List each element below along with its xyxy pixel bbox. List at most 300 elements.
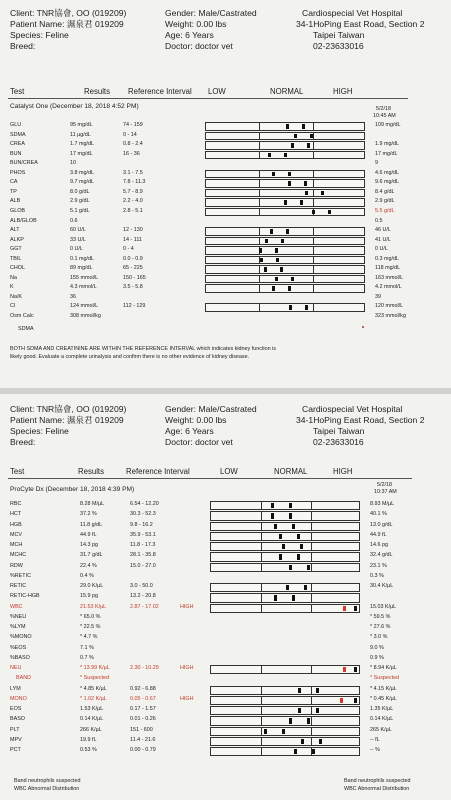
range-divider bbox=[313, 180, 314, 187]
previous-result: 9.6 mg/dL bbox=[375, 179, 399, 186]
range-divider bbox=[311, 502, 312, 509]
reference-interval: 14 - 111 bbox=[123, 236, 142, 243]
range-divider bbox=[259, 152, 260, 159]
test-result: 9.7 mg/dL bbox=[70, 179, 94, 186]
test-name: PCT bbox=[10, 747, 21, 753]
previous-result: 0 U/L bbox=[375, 246, 388, 253]
previous-result: 0.5 bbox=[375, 217, 383, 224]
test-name: BAND bbox=[16, 675, 31, 682]
test-result: 11 µg/dL bbox=[70, 131, 91, 138]
result-marker bbox=[275, 277, 278, 282]
test-name: MCH bbox=[10, 542, 23, 548]
previous-result: 9 bbox=[375, 160, 378, 167]
reference-interval: 3.1 - 7.5 bbox=[123, 169, 143, 176]
test-name: BASO bbox=[10, 716, 25, 723]
previous-marker bbox=[307, 143, 310, 148]
column-header-normal: NORMAL bbox=[270, 87, 304, 96]
previous-marker bbox=[288, 286, 291, 291]
result-marker bbox=[271, 503, 274, 508]
result-marker bbox=[282, 544, 285, 549]
test-name: EOS bbox=[10, 706, 22, 712]
range-divider bbox=[261, 666, 262, 673]
result-marker bbox=[264, 729, 267, 734]
previous-marker bbox=[284, 153, 287, 158]
sdma-label: SDMA bbox=[18, 326, 34, 332]
previous-result: 41 U/L bbox=[375, 236, 391, 243]
test-result: 8.0 g/dL bbox=[70, 188, 90, 195]
range-divider bbox=[311, 533, 312, 540]
column-header-reference: Reference Interval bbox=[126, 467, 190, 476]
range-divider bbox=[259, 199, 260, 206]
range-divider bbox=[261, 687, 262, 694]
range-divider bbox=[261, 584, 262, 591]
previous-result: 13.0 g/dL bbox=[370, 521, 393, 528]
previous-result: -- fL bbox=[370, 736, 380, 743]
reference-interval: 2.87 - 17.02 bbox=[130, 603, 159, 610]
range-divider bbox=[259, 209, 260, 216]
test-name: ALB bbox=[10, 198, 21, 205]
range-divider bbox=[311, 553, 312, 560]
range-bar bbox=[205, 265, 365, 274]
range-divider bbox=[259, 304, 260, 311]
column-header-test: Test bbox=[10, 467, 25, 476]
range-divider bbox=[313, 276, 314, 283]
previous-marker bbox=[300, 544, 303, 549]
previous-result: 2.9 g/dL bbox=[375, 198, 395, 205]
test-result: 21.53 K/µL bbox=[80, 603, 107, 610]
result-marker bbox=[274, 524, 277, 529]
range-bar bbox=[210, 716, 360, 725]
reference-interval: 11.8 - 17.3 bbox=[130, 542, 156, 548]
previous-marker bbox=[292, 595, 295, 600]
previous-result: 0.14 K/µL bbox=[370, 716, 394, 723]
range-divider bbox=[311, 543, 312, 550]
test-result: 2.9 g/dL bbox=[70, 198, 90, 205]
column-header-high: HIGH bbox=[333, 467, 353, 476]
reference-interval: 9.8 - 16.2 bbox=[130, 521, 153, 528]
previous-marker bbox=[354, 667, 357, 672]
range-divider bbox=[311, 738, 312, 745]
test-result: 4.3 mmol/L bbox=[70, 284, 97, 291]
result-marker bbox=[270, 229, 273, 234]
species-label: Species: Feline bbox=[10, 30, 69, 40]
hematology-report-sheet bbox=[0, 394, 451, 800]
client-label: Client: TNR協會, OO (019209) bbox=[10, 8, 127, 18]
test-result: 14.3 pg bbox=[80, 542, 98, 548]
reference-interval: 12 - 130 bbox=[123, 227, 143, 234]
reference-interval: 7.8 - 11.3 bbox=[123, 179, 146, 186]
previous-marker bbox=[300, 200, 303, 205]
previous-result: 118 mg/dL bbox=[375, 265, 401, 272]
range-bar bbox=[210, 542, 360, 551]
previous-result: * 3.0 % bbox=[370, 634, 388, 641]
range-bar bbox=[205, 132, 365, 141]
range-divider bbox=[261, 594, 262, 601]
previous-marker bbox=[307, 565, 310, 570]
result-marker bbox=[265, 239, 268, 244]
result-marker bbox=[279, 534, 282, 539]
range-divider bbox=[259, 266, 260, 273]
species-label: Species: Feline bbox=[10, 426, 69, 436]
test-name: GGT bbox=[10, 246, 22, 253]
test-name: BUN/CREA bbox=[10, 160, 38, 167]
previous-marker bbox=[276, 258, 279, 263]
reference-interval: 0.0 - 0.9 bbox=[123, 255, 143, 262]
test-name: HCT bbox=[10, 511, 22, 518]
range-divider bbox=[259, 238, 260, 245]
test-name: BUN bbox=[10, 150, 22, 157]
range-divider bbox=[261, 707, 262, 714]
test-name: GLOB bbox=[10, 207, 25, 214]
hospital-city: Taipei Taiwan bbox=[313, 426, 365, 436]
hospital-name: Cardiospecial Vet Hospital bbox=[302, 404, 403, 414]
previous-result: 120 mmol/L bbox=[375, 303, 404, 310]
gender-label: Gender: Male/Castrated bbox=[165, 404, 257, 414]
range-bar bbox=[210, 552, 360, 561]
breed-label: Breed: bbox=[10, 41, 36, 51]
test-name: Na bbox=[10, 274, 17, 281]
test-result: 8.28 M/µL bbox=[80, 501, 105, 507]
test-result: 266 K/µL bbox=[80, 726, 102, 733]
report-time: 10:45 AM bbox=[373, 113, 396, 119]
test-result: 0.6 bbox=[70, 217, 78, 224]
previous-result: 265 K/µL bbox=[370, 726, 392, 733]
reference-interval: 16 - 36 bbox=[123, 150, 140, 157]
range-divider bbox=[261, 738, 262, 745]
range-divider bbox=[261, 523, 262, 530]
previous-result: 40.1 % bbox=[370, 511, 387, 518]
previous-marker bbox=[289, 513, 292, 518]
result-marker bbox=[298, 708, 301, 713]
result-marker bbox=[259, 248, 262, 253]
report-date: 5/2/18 bbox=[376, 106, 391, 112]
reference-interval: 3.0 - 50.0 bbox=[130, 583, 153, 589]
reference-interval: 0.92 - 6.88 bbox=[130, 685, 156, 692]
report-date: 5/2/18 bbox=[377, 482, 392, 488]
test-result: 33 U/L bbox=[70, 236, 86, 243]
test-result: 1.53 K/µL bbox=[80, 706, 104, 712]
previous-result: 8.4 g/dL bbox=[375, 188, 395, 195]
previous-result: 1.35 K/µL bbox=[370, 706, 394, 712]
test-result: 1.7 mg/dL bbox=[70, 141, 94, 148]
range-bar bbox=[205, 237, 365, 246]
hospital-city: Taipei Taiwan bbox=[313, 30, 365, 40]
test-result: 36 bbox=[70, 293, 76, 300]
previous-marker bbox=[297, 554, 300, 559]
test-name: %NEU bbox=[10, 613, 27, 620]
chemistry-report-sheet bbox=[0, 0, 451, 388]
test-name: Osm Calc bbox=[10, 313, 34, 319]
range-divider bbox=[311, 605, 312, 612]
range-divider bbox=[313, 190, 314, 197]
footer-note-right-1: Band neutrophils suspected bbox=[344, 778, 411, 784]
range-divider bbox=[261, 533, 262, 540]
range-bar bbox=[205, 122, 365, 131]
interpretation-note-line1: BOTH SDMA AND CREATININE ARE WITHIN THE REFERENCE INTERVAL which indicates kidney function is bbox=[10, 346, 277, 352]
result-marker bbox=[272, 286, 275, 291]
reference-interval: 0.17 - 1.57 bbox=[130, 706, 156, 712]
interpretation-note-line2: likely good. Evaluate a complete urinalysis and confirm there is no other evidence of kidney disease. bbox=[10, 354, 250, 360]
test-name: CA bbox=[10, 179, 18, 186]
result-marker bbox=[260, 258, 263, 263]
previous-marker bbox=[321, 191, 324, 196]
range-divider bbox=[313, 171, 314, 178]
previous-result: 0.9 % bbox=[370, 654, 384, 661]
range-bar bbox=[210, 563, 360, 572]
test-name: PLT bbox=[10, 726, 20, 733]
test-result: 0.4 % bbox=[80, 572, 94, 579]
column-header-low: LOW bbox=[208, 87, 226, 96]
column-header-normal: NORMAL bbox=[274, 467, 308, 476]
previous-result: 8.93 M/µL bbox=[370, 501, 395, 507]
reference-interval: 112 - 129 bbox=[123, 303, 146, 310]
test-result: 37.2 % bbox=[80, 511, 97, 518]
range-bar bbox=[205, 198, 365, 207]
reference-interval: 2.2 - 4.0 bbox=[123, 198, 143, 205]
range-divider bbox=[311, 707, 312, 714]
test-name: Na/K bbox=[10, 293, 22, 300]
previous-result: 15.03 K/µL bbox=[370, 603, 397, 610]
range-divider bbox=[313, 228, 314, 235]
reference-interval: 65 - 225 bbox=[123, 265, 143, 272]
range-bar bbox=[205, 275, 365, 284]
doctor-label: Doctor: doctor vet bbox=[165, 41, 233, 51]
previous-result: -- % bbox=[370, 747, 380, 753]
test-result: * 13.99 K/µL bbox=[80, 665, 110, 671]
reference-interval: 0 - 4 bbox=[123, 246, 134, 253]
previous-result: 14.6 pg bbox=[370, 542, 388, 548]
test-result: * 1.02 K/µL bbox=[80, 695, 107, 702]
previous-result: 17 mg/dL bbox=[375, 150, 398, 157]
patient-name: Patient Name: 濕泉君 019209 bbox=[10, 415, 124, 425]
test-name: RETIC bbox=[10, 583, 27, 589]
test-name: PHOS bbox=[10, 169, 26, 176]
previous-result: 109 mg/dL bbox=[375, 122, 401, 128]
test-result: 0 U/L bbox=[70, 246, 83, 253]
range-divider bbox=[311, 584, 312, 591]
reference-interval: 151 - 600 bbox=[130, 726, 153, 733]
result-marker bbox=[298, 688, 301, 693]
test-name: MCHC bbox=[10, 552, 27, 559]
test-name: LYM bbox=[10, 685, 21, 692]
test-name: ALT bbox=[10, 227, 20, 234]
range-bar bbox=[205, 256, 365, 265]
range-bar bbox=[205, 141, 365, 150]
range-bar bbox=[210, 532, 360, 541]
result-marker bbox=[279, 554, 282, 559]
test-result: * Suspected bbox=[80, 675, 110, 682]
previous-result: 4.6 mg/dL bbox=[375, 169, 399, 176]
result-marker bbox=[294, 134, 297, 139]
result-marker bbox=[289, 565, 292, 570]
previous-result: 0.3 mg/dL bbox=[375, 255, 399, 262]
previous-result: 323 mmol/kg bbox=[375, 313, 406, 319]
reference-interval: 11.4 - 21.6 bbox=[130, 736, 156, 743]
range-bar bbox=[210, 686, 360, 695]
previous-marker bbox=[305, 305, 308, 310]
previous-result: * Suspected bbox=[370, 675, 400, 682]
range-divider bbox=[261, 502, 262, 509]
test-result: 3.8 mg/dL bbox=[70, 169, 94, 176]
test-result: 17 mg/dL bbox=[70, 150, 93, 157]
column-header-low: LOW bbox=[220, 467, 238, 476]
previous-marker bbox=[286, 229, 289, 234]
test-result: 15.9 pg bbox=[80, 593, 98, 600]
section-title: Catalyst One (December 18, 2018 4:52 PM) bbox=[10, 103, 139, 110]
result-marker bbox=[286, 585, 289, 590]
reference-interval: 28.1 - 35.8 bbox=[130, 552, 156, 559]
previous-result: 163 mmol/L bbox=[375, 274, 404, 281]
range-bar bbox=[210, 665, 360, 674]
previous-result: 5.5 g/dL bbox=[375, 207, 395, 214]
test-name: %RETIC bbox=[10, 572, 31, 579]
hospital-address: 34-1HoPing East Road, Section 2 bbox=[296, 19, 425, 29]
range-divider bbox=[259, 123, 260, 130]
previous-result: 32.4 g/dL bbox=[370, 552, 393, 559]
ink-dot bbox=[362, 326, 364, 328]
reference-interval: 15.0 - 27.0 bbox=[130, 562, 156, 569]
column-header-reference: Reference Interval bbox=[128, 87, 192, 96]
range-bar bbox=[210, 696, 360, 705]
range-bar bbox=[205, 151, 365, 160]
previous-result: 44.9 fL bbox=[370, 531, 387, 538]
test-name: RETIC-HGB bbox=[10, 593, 40, 600]
range-divider bbox=[313, 257, 314, 264]
test-name: TP bbox=[10, 188, 17, 195]
result-marker bbox=[268, 153, 271, 158]
test-result: 0.53 % bbox=[80, 747, 97, 753]
test-name: MPV bbox=[10, 736, 22, 743]
test-result: 308 mmol/kg bbox=[70, 313, 101, 319]
previous-marker bbox=[292, 524, 295, 529]
range-divider bbox=[261, 748, 262, 755]
previous-result: * 27.6 % bbox=[370, 624, 391, 630]
range-divider bbox=[311, 523, 312, 530]
range-divider bbox=[259, 285, 260, 292]
test-name: K bbox=[10, 284, 14, 291]
range-divider bbox=[311, 564, 312, 571]
test-result: 29.0 K/µL bbox=[80, 583, 104, 589]
reference-interval: 2.8 - 5.1 bbox=[123, 207, 143, 214]
test-name: %BASO bbox=[10, 654, 30, 661]
previous-result: * 59.5 % bbox=[370, 613, 391, 620]
test-name: TBIL bbox=[10, 255, 22, 262]
test-name: CREA bbox=[10, 141, 25, 148]
reference-interval: 0.00 - 0.79 bbox=[130, 747, 156, 753]
high-flag: HIGH bbox=[180, 603, 194, 610]
doctor-label: Doctor: doctor vet bbox=[165, 437, 233, 447]
range-divider bbox=[313, 142, 314, 149]
reference-interval: 0.8 - 2.4 bbox=[123, 141, 143, 148]
range-bar bbox=[205, 246, 365, 255]
range-divider bbox=[311, 697, 312, 704]
range-divider bbox=[259, 276, 260, 283]
range-bar bbox=[205, 189, 365, 198]
result-marker bbox=[274, 595, 277, 600]
range-divider bbox=[259, 171, 260, 178]
header-divider bbox=[8, 98, 408, 99]
previous-marker bbox=[319, 739, 322, 744]
reference-interval: 150 - 165 bbox=[123, 274, 146, 281]
previous-marker bbox=[289, 503, 292, 508]
previous-result: 46 U/L bbox=[375, 227, 391, 234]
column-header-high: HIGH bbox=[333, 87, 353, 96]
range-bar bbox=[210, 747, 360, 756]
reference-interval: 13.2 - 20.8 bbox=[130, 593, 156, 600]
range-divider bbox=[259, 180, 260, 187]
test-name: HGB bbox=[10, 521, 22, 528]
range-divider bbox=[311, 687, 312, 694]
test-result: 19.9 fL bbox=[80, 736, 97, 743]
result-marker bbox=[340, 698, 343, 703]
range-bar bbox=[205, 303, 365, 312]
reference-interval: 6.54 - 12.20 bbox=[130, 501, 159, 507]
reference-interval: 35.9 - 53.1 bbox=[130, 531, 156, 538]
test-result: 31.7 g/dL bbox=[80, 552, 103, 559]
previous-marker bbox=[280, 267, 283, 272]
result-marker bbox=[286, 124, 289, 129]
previous-marker bbox=[297, 534, 300, 539]
range-divider bbox=[311, 512, 312, 519]
test-name: GLU bbox=[10, 122, 22, 128]
previous-result: 39 bbox=[375, 293, 381, 300]
high-flag: HIGH bbox=[180, 695, 194, 702]
previous-marker bbox=[312, 749, 315, 754]
test-name: MCV bbox=[10, 531, 22, 538]
range-bar bbox=[210, 522, 360, 531]
range-bar bbox=[205, 227, 365, 236]
hospital-address: 34-1HoPing East Road, Section 2 bbox=[296, 415, 425, 425]
previous-marker bbox=[328, 210, 331, 215]
range-divider bbox=[311, 717, 312, 724]
previous-result: 1.9 mg/dL bbox=[375, 141, 399, 148]
range-divider bbox=[261, 543, 262, 550]
range-divider bbox=[259, 228, 260, 235]
test-result: * 22.5 % bbox=[80, 624, 101, 630]
previous-marker bbox=[304, 181, 307, 186]
range-bar bbox=[205, 284, 365, 293]
previous-result: 23.1 % bbox=[370, 562, 387, 569]
range-divider bbox=[313, 133, 314, 140]
footer-note-left-1: Band neutrophils suspected bbox=[14, 778, 81, 784]
reference-interval: 0 - 14 bbox=[123, 131, 137, 138]
previous-result: 4.2 mmol/L bbox=[375, 284, 402, 291]
range-divider bbox=[259, 142, 260, 149]
report-time: 10:37 AM bbox=[374, 489, 397, 495]
test-name: ALB/GLOB bbox=[10, 217, 37, 224]
result-marker bbox=[294, 749, 297, 754]
result-marker bbox=[284, 200, 287, 205]
reference-interval: 3.5 - 5.8 bbox=[123, 284, 143, 291]
range-bar bbox=[210, 727, 360, 736]
hospital-phone: 02-23633016 bbox=[313, 41, 364, 51]
previous-marker bbox=[354, 698, 357, 703]
result-marker bbox=[301, 739, 304, 744]
high-flag: HIGH bbox=[180, 665, 194, 671]
reference-interval: 74 - 159 bbox=[123, 122, 143, 128]
test-name: ALKP bbox=[10, 236, 24, 243]
test-result: 60 U/L bbox=[70, 227, 86, 234]
range-divider bbox=[261, 605, 262, 612]
test-result: 124 mmol/L bbox=[70, 303, 99, 310]
previous-marker bbox=[291, 277, 294, 282]
age-label: Age: 6 Years bbox=[165, 30, 214, 40]
test-result: 95 mg/dL bbox=[70, 122, 93, 128]
result-marker bbox=[289, 305, 292, 310]
test-name: RDW bbox=[10, 562, 23, 569]
range-divider bbox=[313, 123, 314, 130]
footer-note-left-2: WBC Abnormal Distribution bbox=[14, 786, 80, 792]
